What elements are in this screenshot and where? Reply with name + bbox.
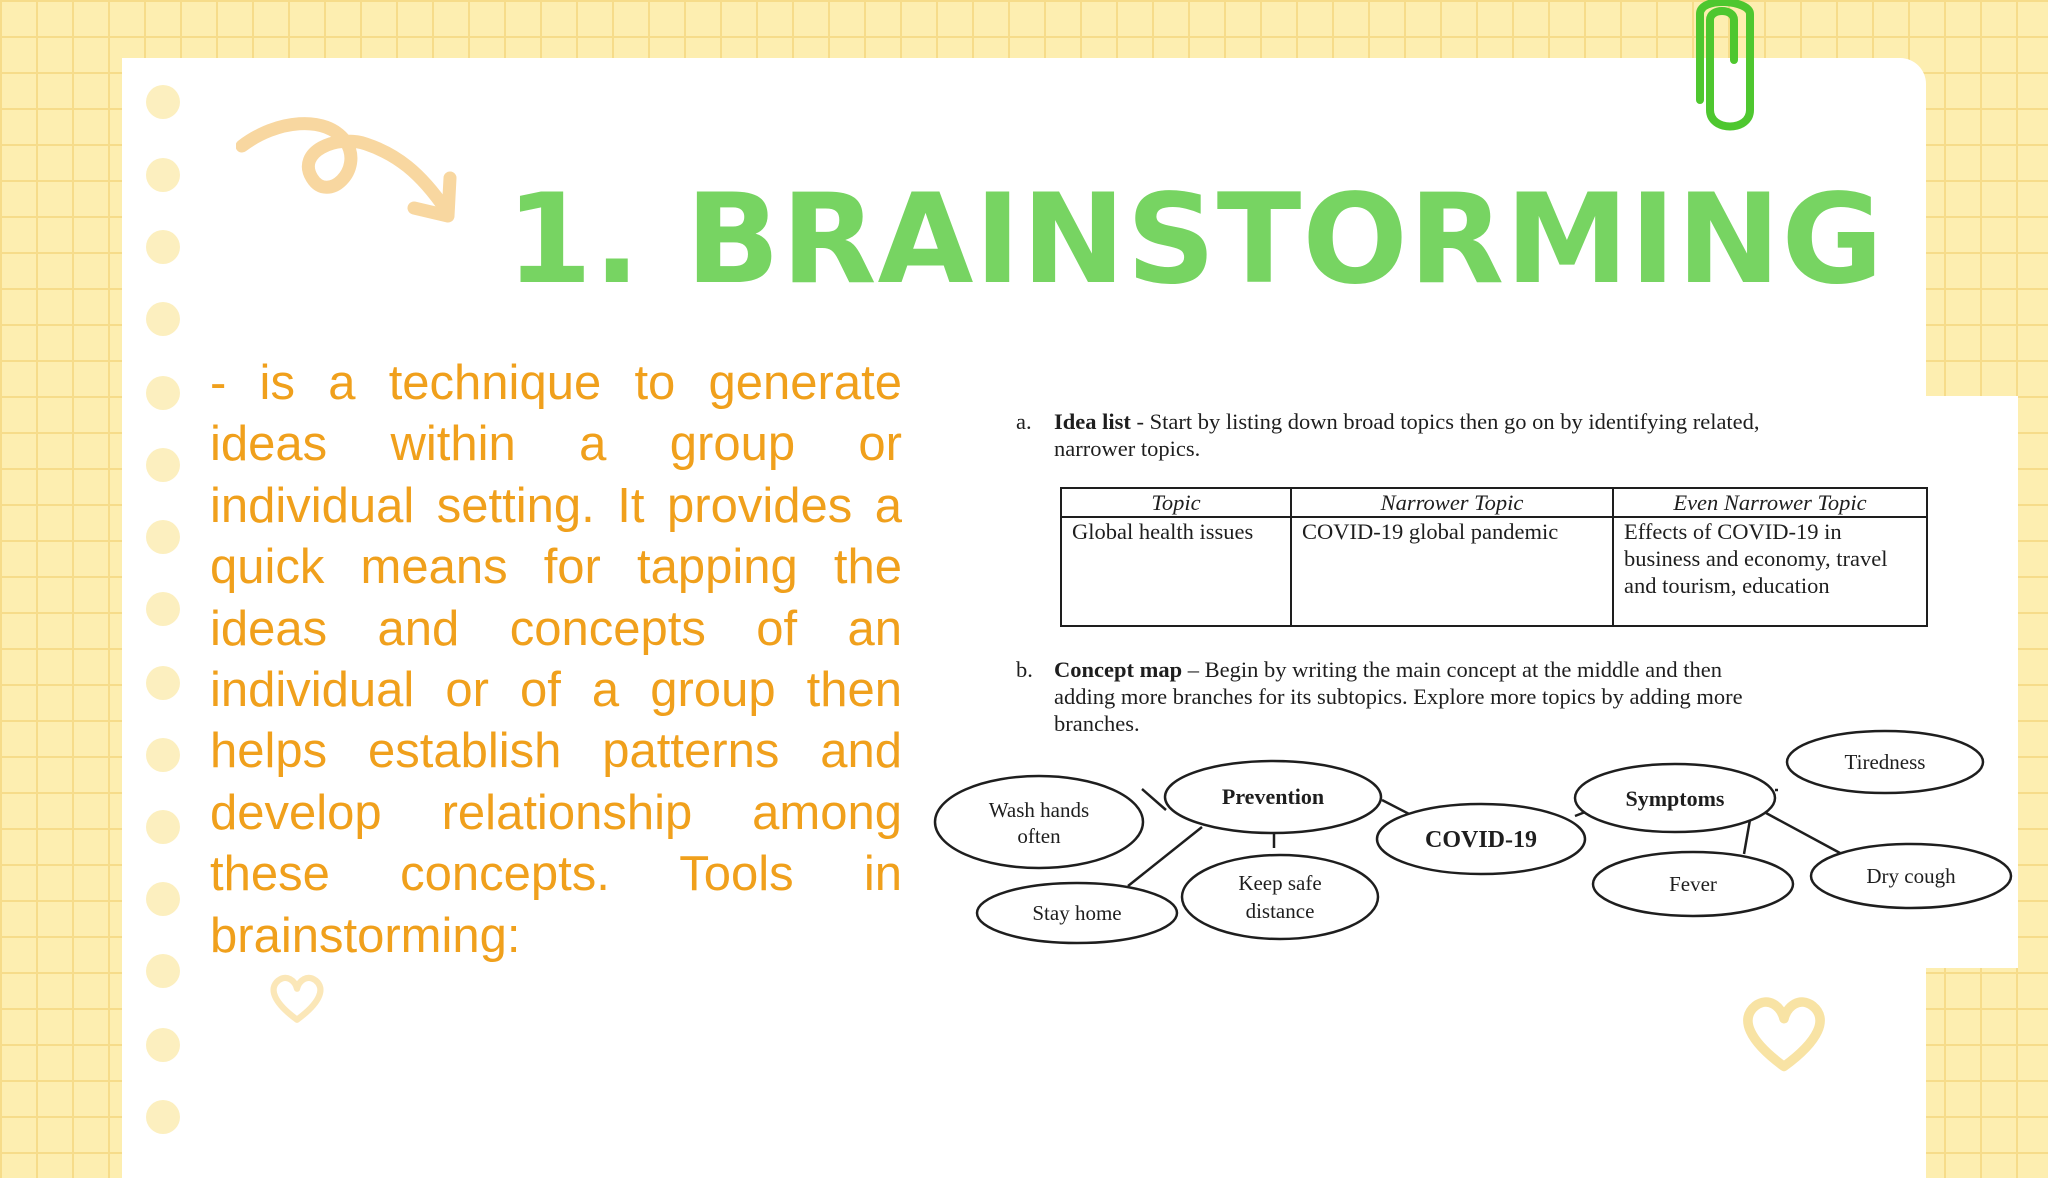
node-label: Wash hands bbox=[988, 798, 1090, 822]
binder-hole bbox=[146, 448, 180, 482]
item-description-line: adding more branches for its subtopics. Explore more topics by adding more bbox=[1054, 684, 1743, 709]
binder-hole bbox=[146, 302, 180, 336]
item-description-line: Start by listing down broad topics then go on by identifying related, bbox=[1149, 409, 1760, 434]
concept-node-wash-hands bbox=[935, 776, 1143, 868]
node-label: Dry cough bbox=[1866, 864, 1956, 888]
node-label: Symptoms bbox=[1625, 786, 1725, 811]
curly-arrow-icon bbox=[236, 112, 466, 232]
item-term: Idea list bbox=[1054, 409, 1131, 434]
binder-hole bbox=[146, 158, 180, 192]
binder-hole bbox=[146, 230, 180, 264]
table-header: Narrower Topic bbox=[1291, 488, 1613, 517]
table-cell: Global health issues bbox=[1061, 517, 1291, 626]
item-letter: b. bbox=[1016, 657, 1033, 682]
table-header: Topic bbox=[1061, 488, 1291, 517]
concept-map-diagram bbox=[930, 396, 2018, 968]
item-description-line: branches. bbox=[1054, 711, 1140, 736]
definition-text: - is a technique to generate ideas within a group or individual setting. It provides a quick means for tapping the ideas and concepts of an individual or of a group then helps establish patterns and develop relationship among these concepts. Tools in brainstorming: bbox=[210, 356, 902, 963]
heart-icon bbox=[266, 970, 328, 1026]
binder-hole bbox=[146, 666, 180, 700]
binder-hole bbox=[146, 85, 180, 119]
item-description-line: Begin by writing the main concept at the middle and then bbox=[1204, 657, 1722, 682]
binder-hole bbox=[146, 376, 180, 410]
node-label: distance bbox=[1245, 899, 1315, 923]
binder-hole bbox=[146, 738, 180, 772]
item-letter: a. bbox=[1016, 409, 1032, 434]
node-label: often bbox=[1017, 824, 1061, 848]
page-title: 1. BRAINSTORMING bbox=[506, 168, 1885, 312]
item-description-line: narrower topics. bbox=[1054, 436, 1201, 461]
item-term: Concept map bbox=[1054, 657, 1183, 682]
node-label: Tiredness bbox=[1844, 750, 1926, 774]
paperclip-icon bbox=[1692, 0, 1762, 142]
binder-hole bbox=[146, 954, 180, 988]
table-cell: COVID-19 global pandemic bbox=[1291, 517, 1613, 626]
node-label: Fever bbox=[1669, 872, 1717, 896]
item-separator: - bbox=[1130, 409, 1150, 434]
concept-node-keep-safe bbox=[1182, 855, 1378, 939]
binder-hole bbox=[146, 1028, 180, 1062]
binder-hole bbox=[146, 882, 180, 916]
table-header: Even Narrower Topic bbox=[1613, 488, 1927, 517]
node-label: COVID-19 bbox=[1425, 827, 1537, 853]
table-cell: Effects of COVID-19 in business and economy, travel and tourism, education bbox=[1613, 517, 1927, 626]
binder-hole bbox=[146, 1100, 180, 1134]
binder-hole bbox=[146, 810, 180, 844]
heart-icon bbox=[1736, 990, 1832, 1076]
binder-hole bbox=[146, 592, 180, 626]
node-label: Keep safe bbox=[1238, 871, 1322, 895]
node-label: Stay home bbox=[1032, 901, 1122, 925]
binder-hole bbox=[146, 520, 180, 554]
node-label: Prevention bbox=[1221, 784, 1325, 809]
document-excerpt bbox=[930, 396, 2018, 968]
item-separator: – bbox=[1182, 657, 1205, 682]
